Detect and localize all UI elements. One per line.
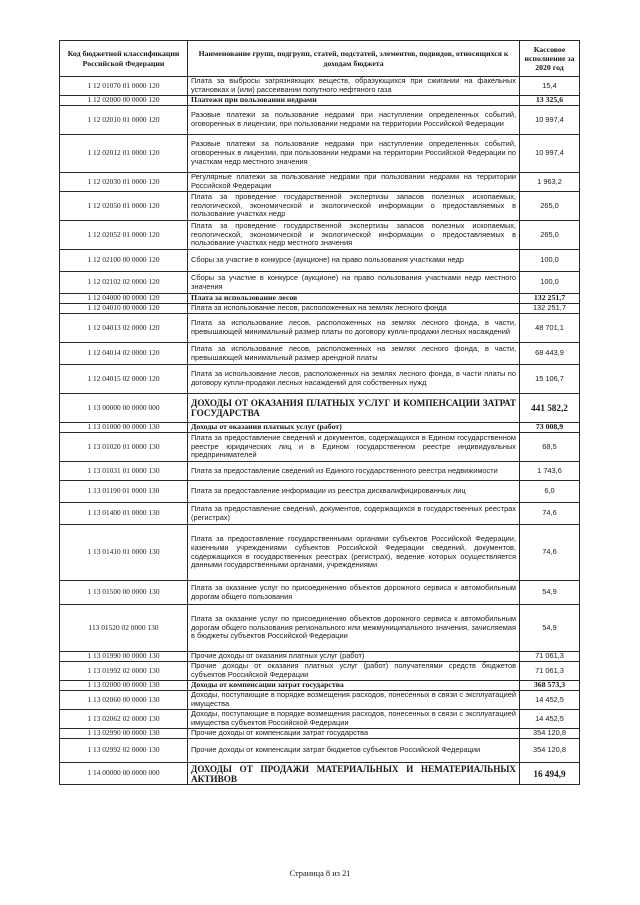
table-row <box>60 691 580 710</box>
table-row <box>60 173 580 192</box>
row-amount: 71 061,3 <box>520 652 580 662</box>
row-code: 1 13 01410 01 0000 130 <box>60 525 188 581</box>
row-code: 1 13 01990 00 0000 130 <box>60 652 188 662</box>
table-row <box>60 221 580 250</box>
table-row <box>60 729 580 739</box>
row-name: Прочие доходы от оказания платных услуг (работ) <box>188 652 520 662</box>
row-amount: 1 963,2 <box>520 173 580 192</box>
table-row <box>60 605 580 652</box>
row-name: Плата за проведение государственной экспертизы запасов полезных ископаемых, геологической, экономической и экологической информации о предоставляемых в пользование участках недр <box>188 192 520 221</box>
row-name: Плата за предоставление сведений и документов, содержащихся в Едином государственном реестре юридических лиц и в Едином государственном реестре индивидуальных предпринимателей <box>188 433 520 462</box>
row-code: 1 12 01070 01 0000 120 <box>60 77 188 96</box>
row-code: 1 13 00000 00 0000 000 <box>60 394 188 423</box>
row-code: 1 13 02060 00 0000 130 <box>60 691 188 710</box>
row-name: Разовые платежи за пользование недрами при наступлении определенных событий, оговоренных в лицензии, при пользовании недрами на территории Российской Федерации <box>188 106 520 135</box>
row-amount: 54,9 <box>520 605 580 652</box>
row-code: 1 13 01400 01 0000 130 <box>60 503 188 525</box>
header-name: Наименование групп, подгрупп, статей, подстатей, элементов, подвидов, относящихся к доходам бюджета <box>188 41 520 77</box>
row-amount: 10 997,4 <box>520 106 580 135</box>
table-body <box>60 77 580 785</box>
table-row <box>60 314 580 343</box>
row-code: 1 13 02990 00 0000 130 <box>60 729 188 739</box>
row-amount: 71 061,3 <box>520 662 580 681</box>
row-name: Плата за оказание услуг по присоединению объектов дорожного сервиса к автомобильным дорогам общего пользования <box>188 581 520 605</box>
row-code: 1 12 04014 02 0000 120 <box>60 343 188 365</box>
row-name: Доходы от компенсации затрат государства <box>188 681 520 691</box>
row-name: Плата за предоставление государственными органами субъектов Российской Федерации, казенными учреждениями субъектов Российской Федерации сведений, документов, содержащихся в государственных реестрах (регистрах), ведение которых осуществляется данными государственными органами, учреждениями <box>188 525 520 581</box>
row-code: 1 14 00000 00 0000 000 <box>60 763 188 785</box>
row-code: 1 12 02012 01 0000 120 <box>60 135 188 173</box>
row-amount: 48 701,1 <box>520 314 580 343</box>
table-row <box>60 662 580 681</box>
row-amount: 354 120,8 <box>520 729 580 739</box>
table-row <box>60 652 580 662</box>
table-row <box>60 739 580 763</box>
row-name: ДОХОДЫ ОТ ОКАЗАНИЯ ПЛАТНЫХ УСЛУГ И КОМПЕНСАЦИИ ЗАТРАТ ГОСУДАРСТВА <box>188 394 520 423</box>
row-amount: 16 494,9 <box>520 763 580 785</box>
row-name: Доходы от оказания платных услуг (работ) <box>188 423 520 433</box>
row-amount: 1 743,6 <box>520 462 580 481</box>
header-code: Код бюджетной классификации Российской Федерации <box>60 41 188 77</box>
row-amount: 6,0 <box>520 481 580 503</box>
row-amount: 354 120,8 <box>520 739 580 763</box>
row-name: Плата за использование лесов <box>188 294 520 304</box>
table-row <box>60 294 580 304</box>
row-name: Прочие доходы от оказания платных услуг (работ) получателями средств бюджетов субъектов Российской Федерации <box>188 662 520 681</box>
row-amount: 100,0 <box>520 250 580 272</box>
row-name: Платежи при пользовании недрами <box>188 96 520 106</box>
row-code: 1 12 04000 00 0000 120 <box>60 294 188 304</box>
row-amount: 14 452,5 <box>520 710 580 729</box>
row-amount: 68,5 <box>520 433 580 462</box>
table-row <box>60 433 580 462</box>
row-code: 1 12 02030 01 0000 120 <box>60 173 188 192</box>
table-row <box>60 343 580 365</box>
table-row <box>60 503 580 525</box>
row-code: 1 12 04013 02 0000 120 <box>60 314 188 343</box>
row-amount: 265,0 <box>520 192 580 221</box>
row-name: Плата за проведение государственной экспертизы запасов полезных ископаемых, геологической, экономической и экологической информации о предоставляемых в пользование участках недр местного значения <box>188 221 520 250</box>
table-row <box>60 394 580 423</box>
row-amount: 68 443,9 <box>520 343 580 365</box>
row-code: 113 01520 02 0000 130 <box>60 605 188 652</box>
row-amount: 13 325,6 <box>520 96 580 106</box>
table-row <box>60 135 580 173</box>
row-amount: 441 582,2 <box>520 394 580 423</box>
row-code: 1 13 01500 00 0000 130 <box>60 581 188 605</box>
row-code: 1 13 02992 02 0000 130 <box>60 739 188 763</box>
row-name: Прочие доходы от компенсации затрат бюджетов субъектов Российской Федерации <box>188 739 520 763</box>
row-amount: 74,6 <box>520 503 580 525</box>
row-code: 1 13 01031 01 0000 130 <box>60 462 188 481</box>
row-amount: 368 573,3 <box>520 681 580 691</box>
row-code: 1 12 02000 00 0000 120 <box>60 96 188 106</box>
page-number-footer: Страница 8 из 21 <box>289 869 351 878</box>
row-name: Разовые платежи за пользование недрами при наступлении определенных событий, оговоренных в лицензии, при пользовании недрами на территории Российской Федерации по участкам недр местного значения <box>188 135 520 173</box>
row-code: 1 12 02010 01 0000 120 <box>60 106 188 135</box>
table-row <box>60 250 580 272</box>
table-row <box>60 681 580 691</box>
row-code: 1 13 01190 01 0000 130 <box>60 481 188 503</box>
row-amount: 132 251,7 <box>520 294 580 304</box>
row-amount: 10 997,4 <box>520 135 580 173</box>
row-code: 1 12 02050 01 0000 120 <box>60 192 188 221</box>
row-name: Сборы за участие в конкурсе (аукционе) на право пользования участками недр <box>188 250 520 272</box>
row-code: 1 12 04015 02 0000 120 <box>60 365 188 394</box>
row-name: Доходы, поступающие в порядке возмещения расходов, понесенных в связи с эксплуатацией имущества <box>188 691 520 710</box>
row-name: Плата за использование лесов, расположенных на землях лесного фонда <box>188 304 520 314</box>
table-row <box>60 462 580 481</box>
row-name: Регулярные платежи за пользование недрами при пользовании недрами на территории Российской Федерации <box>188 173 520 192</box>
row-name: Плата за оказание услуг по присоединению объектов дорожного сервиса к автомобильным дорогам общего пользования регионального или межмуниципального значения, зачисляемая в бюджеты субъектов Российской Федерации <box>188 605 520 652</box>
table-row <box>60 304 580 314</box>
row-code: 1 12 02052 01 0000 120 <box>60 221 188 250</box>
row-amount: 15,4 <box>520 77 580 96</box>
table-row <box>60 710 580 729</box>
table-row <box>60 423 580 433</box>
row-name: Сборы за участие в конкурсе (аукционе) на право пользования участками недр местного значения <box>188 272 520 294</box>
row-amount: 54,9 <box>520 581 580 605</box>
row-code: 1 13 01000 00 0000 130 <box>60 423 188 433</box>
row-amount: 265,0 <box>520 221 580 250</box>
row-amount: 132 251,7 <box>520 304 580 314</box>
table-row <box>60 763 580 785</box>
table-row <box>60 77 580 96</box>
row-name: Плата за предоставление сведений, документов, содержащихся в государственных реестрах (регистрах) <box>188 503 520 525</box>
row-name: Плата за предоставление сведений из Единого государственного реестра недвижимости <box>188 462 520 481</box>
row-amount: 100,0 <box>520 272 580 294</box>
row-name: Плата за использование лесов, расположенных на землях лесного фонда, в части платы по договору купли-продажи лесных насаждений для собственных нужд <box>188 365 520 394</box>
row-code: 1 13 01992 02 0000 130 <box>60 662 188 681</box>
row-name: Прочие доходы от компенсации затрат государства <box>188 729 520 739</box>
row-amount: 14 452,5 <box>520 691 580 710</box>
header-amount: Кассовое исполнение за 2020 год <box>520 41 580 77</box>
table-row <box>60 192 580 221</box>
row-name: Плата за использование лесов, расположенных на землях лесного фонда, в части, превышающей минимальный размер платы по договору купли-продажи лесных насаждений <box>188 314 520 343</box>
row-code: 1 12 02102 02 0000 120 <box>60 272 188 294</box>
table-row <box>60 106 580 135</box>
row-amount: 15 106,7 <box>520 365 580 394</box>
row-code: 1 13 02062 02 0000 130 <box>60 710 188 729</box>
table-row <box>60 96 580 106</box>
row-amount: 74,6 <box>520 525 580 581</box>
row-name: Плата за выбросы загрязняющих веществ, образующихся при сжигании на факельных установках и (или) рассеивании попутного нефтяного газа <box>188 77 520 96</box>
row-code: 1 12 02100 00 0000 120 <box>60 250 188 272</box>
row-name: ДОХОДЫ ОТ ПРОДАЖИ МАТЕРИАЛЬНЫХ И НЕМАТЕРИАЛЬНЫХ АКТИВОВ <box>188 763 520 785</box>
budget-revenue-table <box>59 40 580 785</box>
table-row <box>60 481 580 503</box>
row-code: 1 13 02000 00 0000 130 <box>60 681 188 691</box>
table-header-row <box>60 41 580 77</box>
table-row <box>60 272 580 294</box>
row-code: 1 12 04010 00 0000 120 <box>60 304 188 314</box>
row-code: 1 13 01020 01 0000 130 <box>60 433 188 462</box>
row-name: Плата за использование лесов, расположенных на землях лесного фонда, в части, превышающей минимальный размер арендной платы <box>188 343 520 365</box>
table-row <box>60 365 580 394</box>
row-amount: 73 008,9 <box>520 423 580 433</box>
table-row <box>60 525 580 581</box>
table-row <box>60 581 580 605</box>
row-name: Доходы, поступающие в порядке возмещения расходов, понесенных в связи с эксплуатацией имущества субъектов Российской Федерации <box>188 710 520 729</box>
row-name: Плата за предоставление информации из реестра дисквалифицированных лиц <box>188 481 520 503</box>
